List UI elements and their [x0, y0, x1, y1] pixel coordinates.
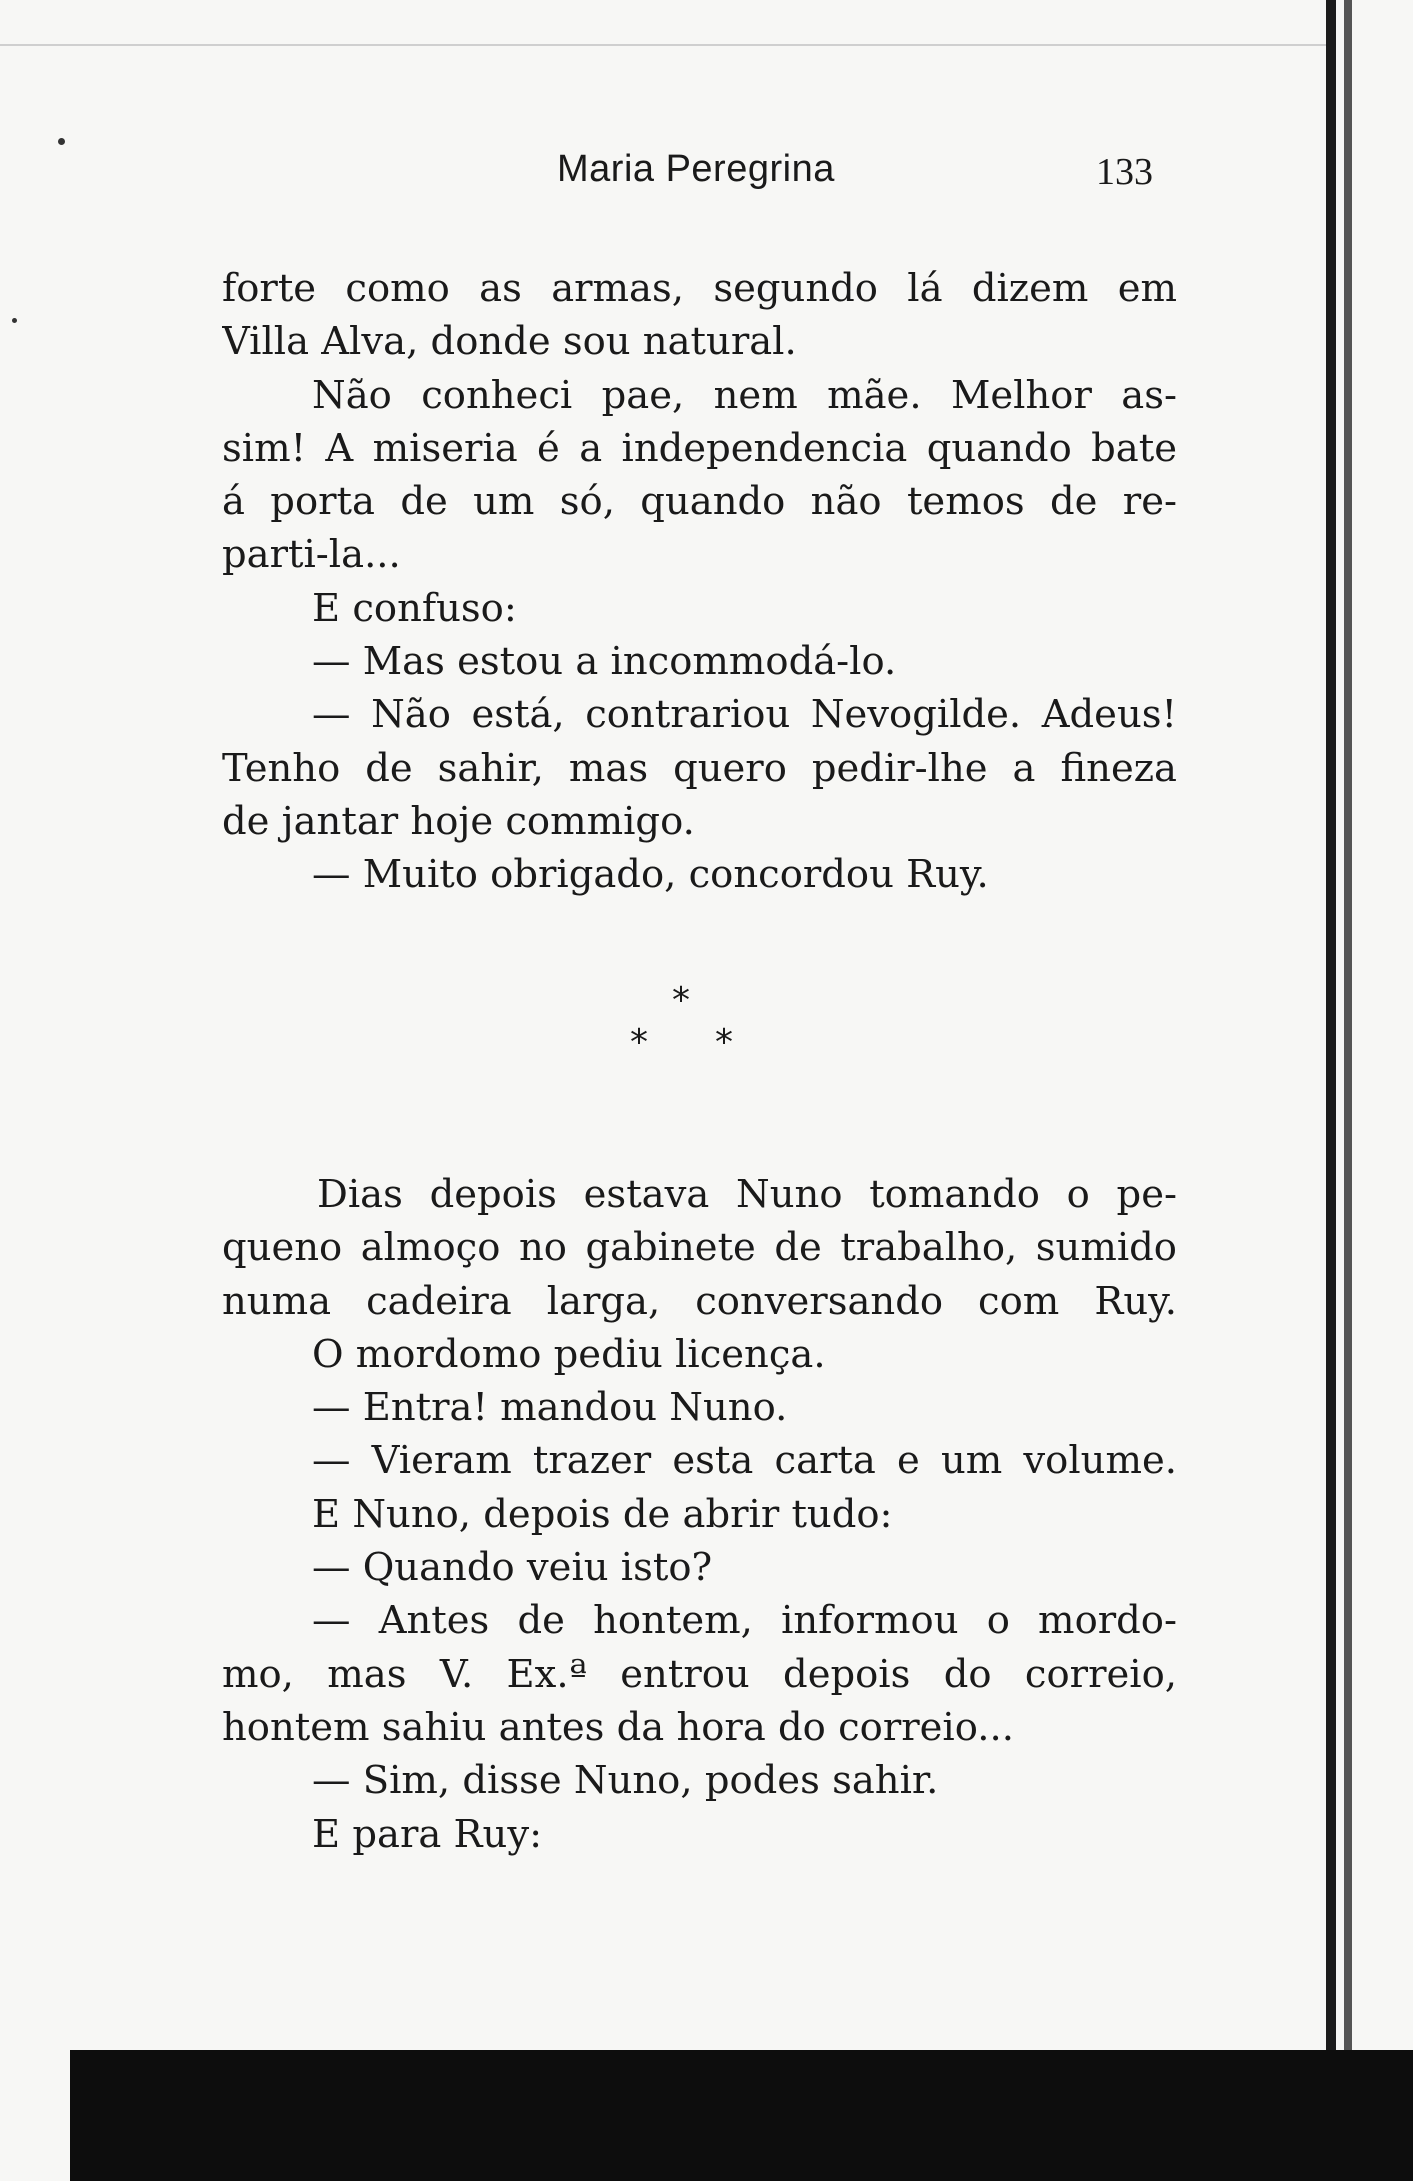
text-line: sim! A miseria é a independencia quando bate [222, 425, 1177, 471]
text-line: — Quando veiu isto? [312, 1545, 713, 1591]
text-line: — Mas estou a incommodá-lo. [312, 639, 897, 685]
scan-speck [12, 318, 17, 323]
page-binding-shadow [1344, 0, 1352, 2060]
text-line: parti-la... [222, 532, 401, 578]
text-line: de jantar hoje commigo. [222, 798, 695, 844]
text-line: — Vieram trazer esta carta e um volume. [312, 1438, 1177, 1484]
scan-bottom-border [70, 2050, 1413, 2181]
running-header [0, 148, 1413, 208]
text-line: — Não está, contrariou Nevogilde. Adeus! [312, 692, 1177, 738]
text-line: forte como as armas, segundo lá dizem em [222, 266, 1177, 311]
text-line: O mordomo pediu licença. [312, 1331, 826, 1377]
text-line: — Muito obrigado, concordou Ruy. [312, 852, 989, 898]
asterisk: * [715, 1022, 733, 1063]
text-line: Não conheci pae, nem mãe. Melhor as- [312, 372, 1177, 418]
text-line: — Entra! mandou Nuno. [312, 1385, 788, 1431]
text-line: E para Ruy: [312, 1811, 543, 1857]
body-text-top [222, 262, 1177, 902]
text-line: mo, mas V. Ex.ª entrou depois do correio, [222, 1651, 1177, 1697]
section-separator [620, 980, 780, 1070]
text-line: E confuso: [312, 585, 517, 631]
page-binding-edge [1326, 0, 1336, 2060]
text-line: numa cadeira larga, conversando com Ruy. [222, 1278, 1177, 1324]
asterisk: * [672, 980, 690, 1021]
text-line: — Sim, disse Nuno, podes sahir. [312, 1758, 939, 1804]
scan-edge-line [0, 44, 1330, 46]
body-text-bottom [222, 1168, 1177, 1861]
text-line: hontem sahiu antes da hora do correio... [222, 1704, 1014, 1750]
scan-speck [58, 138, 65, 145]
running-title: Maria Peregrina [557, 148, 835, 190]
text-line: á porta de um só, quando não temos de re- [222, 479, 1177, 525]
text-line: E Nuno, depois de abrir tudo: [312, 1491, 893, 1537]
text-line: Dias depois estava Nuno tomando o pe- [317, 1172, 1177, 1217]
text-line: Villa Alva, donde sou natural. [222, 319, 797, 365]
text-line: queno almoço no gabinete de trabalho, sumido [222, 1225, 1177, 1271]
text-line: Tenho de sahir, mas quero pedir-lhe a fineza [222, 745, 1177, 791]
asterisk: * [630, 1022, 648, 1063]
text-line: — Antes de hontem, informou o mordo- [312, 1598, 1177, 1644]
page-number: 133 [1096, 151, 1153, 193]
